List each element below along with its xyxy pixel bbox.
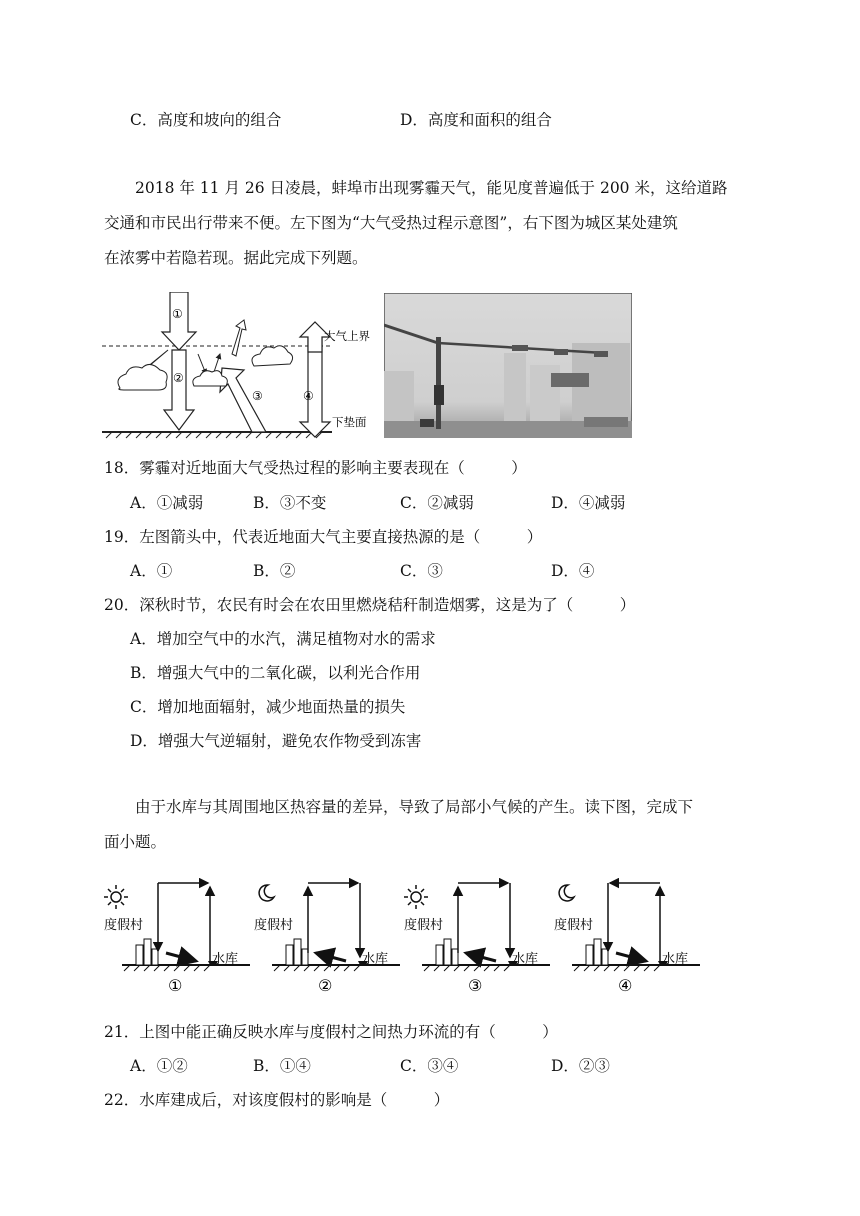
- panel-4: [554, 883, 700, 995]
- panel-number: ④: [618, 976, 633, 995]
- panel-number: ①: [168, 976, 183, 995]
- q17-option-c: C．高度和坡向的组合: [130, 111, 282, 129]
- resort-label: 度假村: [104, 918, 144, 933]
- passage-smog: [104, 171, 756, 276]
- q19-option-c: C．③: [400, 562, 443, 580]
- passage-line: 由于水库与其周围地区热容量的差异，导致了局部小气候的产生。读下图，完成下: [135, 798, 694, 816]
- q20-option-a: A．增加空气中的水汽，满足植物对水的需求: [130, 630, 436, 648]
- q17-option-d: D．高度和面积的组合: [400, 111, 552, 129]
- q20-stem: 20．深秋时节，农民有时会在农田里燃烧秸秆制造烟雾，这是为了（ ）: [104, 596, 636, 614]
- reservoir-label: 水库: [212, 952, 239, 967]
- q20-option-d: D．增强大气逆辐射，避免农作物受到冻害: [130, 732, 422, 750]
- q19-stem: 19．左图箭头中，代表近地面大气主要直接热源的是（ ）: [104, 528, 543, 546]
- panel-number: ②: [318, 976, 333, 995]
- q18-option-b: B．③不变: [253, 494, 327, 512]
- q19-option-b: B．②: [253, 562, 296, 580]
- arrow-label-2: ②: [173, 371, 184, 385]
- q22-stem: 22．水库建成后，对该度假村的影响是（ ）: [104, 1091, 450, 1109]
- panel-1: [104, 883, 250, 995]
- solar-radiation-arrow: [162, 292, 196, 350]
- panel-2: [254, 883, 400, 995]
- atmosphere-heating-diagram: [102, 292, 382, 442]
- q21-stem: 21．上图中能正确反映水库与度假村之间热力环流的有（ ）: [104, 1023, 558, 1041]
- foggy-street-photo: [384, 293, 632, 438]
- cloud-left: [118, 364, 167, 390]
- q21-option-d: D．②③: [551, 1057, 610, 1075]
- q21-option-b: B．①④: [253, 1057, 311, 1075]
- q19-option-a: A．①: [130, 562, 173, 580]
- passage-line: 面小题。: [104, 833, 167, 851]
- q21-option-c: C．③④: [400, 1057, 459, 1075]
- passage-line: 在浓雾中若隐若现。据此完成下列题。: [104, 249, 368, 267]
- surface-radiation-in-arrow: [164, 350, 194, 430]
- reservoir-label: 水库: [362, 952, 389, 967]
- q21-option-a: A．①②: [130, 1057, 188, 1075]
- q20-option-b: B．增强大气中的二氧化碳，以利光合作用: [130, 664, 421, 682]
- upper-boundary-label: 大气上界: [324, 329, 370, 343]
- passage-line: 2018 年 11 月 26 日凌晨，蚌埠市出现雾霾天气，能见度普遍低于 200 米，这给道路: [135, 179, 728, 197]
- cloud-right: [252, 346, 293, 366]
- panel-number: ③: [468, 976, 483, 995]
- q19-option-d: D．④: [551, 562, 595, 580]
- thermal-circulation-diagram: [100, 873, 700, 1003]
- arrow-label-4: ④: [303, 389, 314, 403]
- q18-option-a: A．①减弱: [130, 494, 204, 512]
- q20-option-c: C．增加地面辐射，减少地面热量的损失: [130, 698, 406, 716]
- panel-3: [404, 883, 550, 995]
- q18-option-d: D．④减弱: [551, 494, 626, 512]
- resort-label: 度假村: [254, 918, 294, 933]
- arrow-label-3: ③: [252, 389, 263, 403]
- q18-option-c: C．②减弱: [400, 494, 474, 512]
- resort-label: 度假村: [404, 918, 444, 933]
- reservoir-label: 水库: [512, 952, 539, 967]
- arrow-label-1: ①: [172, 307, 183, 321]
- resort-label: 度假村: [554, 918, 594, 933]
- passage-reservoir: [104, 790, 756, 860]
- passage-line: 交通和市民出行带来不便。左下图为“大气受热过程示意图”，右下图为城区某处建筑: [104, 214, 678, 232]
- reservoir-label: 水库: [662, 952, 689, 967]
- q18-stem: 18．雾霾对近地面大气受热过程的影响主要表现在（ ）: [104, 459, 527, 477]
- surface-label: 下垫面: [332, 415, 367, 429]
